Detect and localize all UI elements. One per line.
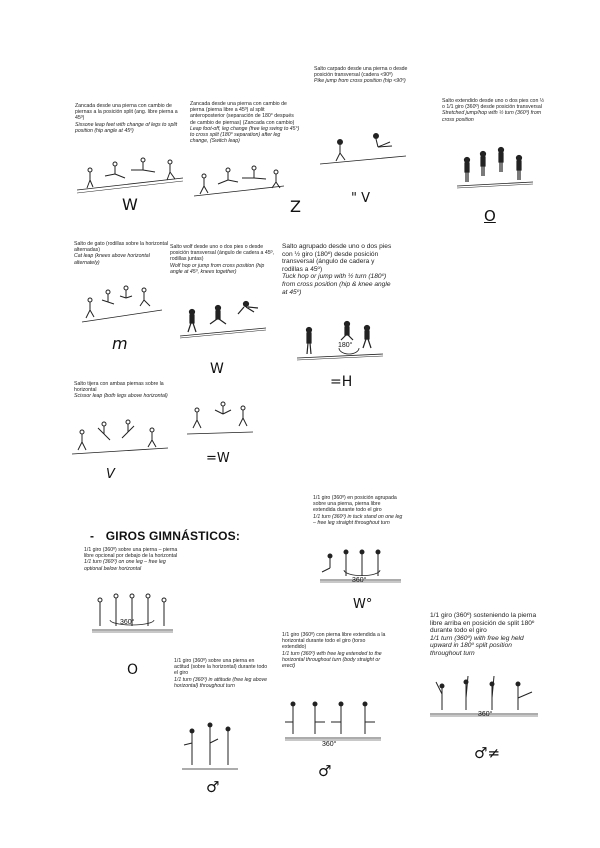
element-desc-5 bbox=[74, 241, 169, 266]
symbol-3: " V bbox=[351, 191, 371, 206]
symbol-7: =H bbox=[330, 374, 353, 390]
turn-figure-13 bbox=[283, 694, 383, 744]
element-desc-10 bbox=[313, 495, 403, 526]
desc-es: 1/1 giro (360º) con pierna libre extendida a la horizontal durante todo el giro (torso extendido) bbox=[282, 632, 386, 651]
degree-label-360: 360° bbox=[120, 619, 135, 626]
jump-figure-4 bbox=[455, 140, 535, 190]
element-desc-7 bbox=[282, 243, 397, 296]
desc-en: 1/1 turn (360º) in tuck stand on one leg – free leg straight throughout turn bbox=[313, 513, 403, 526]
desc-es: Salto extendido desde uno o dos pies con ½ o 1/1 giro (360º) desde posición transversal bbox=[442, 98, 545, 111]
symbol-4: O bbox=[484, 207, 496, 225]
desc-en: 1/1 turn (360º) with free leg held upward in 180º split position throughout turn bbox=[430, 634, 524, 657]
jump-figure-6 bbox=[178, 298, 268, 340]
leap-figure-1 bbox=[75, 150, 185, 195]
heading-dash: - bbox=[90, 529, 95, 543]
symbol-14: ♂≠ bbox=[474, 744, 501, 762]
turn-figure-12 bbox=[180, 715, 240, 773]
leap-figure-2 bbox=[192, 160, 287, 200]
desc-en: 1/1 turn (360º) with free leg extended to the horizontal throughout turn (body straight or erect) bbox=[282, 650, 382, 670]
desc-es: 1/1 giro (360º) en posición agrupada sobre una pierna, pierna libre extendida durante todo el giro bbox=[313, 495, 397, 514]
leap-figure-5 bbox=[80, 280, 165, 325]
symbol-1: W bbox=[122, 195, 138, 214]
element-desc-12 bbox=[174, 658, 269, 689]
symbol-6: W bbox=[210, 361, 224, 377]
degree-label-180: 180° bbox=[338, 342, 353, 349]
desc-en: Stretched jump/hop with ½ turn (360º) from cross position bbox=[442, 110, 542, 123]
desc-en: Tuck hop or jump with ½ turn (180º) from cross position (hip & knee angle at 45º) bbox=[282, 273, 391, 296]
leap-figure-9 bbox=[185, 396, 255, 438]
desc-es: Salto wolf desde uno o dos pies o desde posición transversal (ángulo de cadera a 45º, rodillas juntas) bbox=[170, 244, 274, 263]
desc-en: Leap foot-off, leg change (free leg swing to 45°) to cross split (180° separation) after leg change, (Switch leap) bbox=[190, 125, 300, 145]
desc-en: Pike jump from cross position (hip <90º) bbox=[314, 78, 406, 85]
symbol-2: Z bbox=[290, 197, 301, 216]
symbol-12: ♂ bbox=[206, 778, 220, 796]
symbol-8: V bbox=[106, 467, 115, 482]
element-desc-3 bbox=[314, 66, 409, 85]
degree-label-360: 360° bbox=[322, 741, 337, 748]
symbol-13: ♂ bbox=[318, 762, 332, 780]
symbol-10: W° bbox=[353, 597, 373, 612]
element-desc-13 bbox=[282, 632, 387, 669]
section-heading bbox=[90, 529, 240, 543]
desc-es: Zancada desde una pierna con cambio de pierna (pierna libre a 45º) al split anteroposterior (separación de 180° después de cambio de piernas) (Zancada con cambio) bbox=[190, 101, 295, 126]
desc-en: Cat leap (knees above horizontal alternately) bbox=[74, 253, 150, 266]
desc-es: 1/1 giro (360º) sobre una pierna – pierna libre opcional por debajo de la horizontal bbox=[84, 547, 178, 560]
element-desc-8 bbox=[74, 381, 169, 400]
symbol-9: =W bbox=[206, 451, 230, 466]
desc-en: 1/1 turn (360º) on one leg – free leg optional below horizontal bbox=[84, 559, 166, 572]
desc-es: Salto carpado desde una pierna o desde posición transversal (cadera <90º) bbox=[314, 66, 408, 79]
element-desc-2 bbox=[190, 101, 300, 144]
desc-es: Zancada desde una pierna con cambio de piernas a la posición split (ang. libre pierna a 45º) bbox=[75, 103, 178, 122]
element-desc-14 bbox=[430, 612, 542, 658]
element-desc-11 bbox=[84, 547, 184, 572]
desc-en: Sissone leap feet with change of legs to split position (hip angle at 45º) bbox=[75, 121, 178, 134]
turn-figure-11 bbox=[90, 586, 175, 636]
desc-es: 1/1 giro (360º) sosteniendo la pierna libre arriba en posición de split 180º durante todo el giro bbox=[430, 612, 537, 635]
jump-figure-3 bbox=[318, 128, 408, 168]
jump-figure-7 bbox=[295, 318, 385, 363]
desc-en: Wolf hop or jump from cross position (hip angle at 45º, knees together) bbox=[170, 262, 265, 275]
heading-title: GIROS GIMNÁSTICOS: bbox=[105, 529, 241, 543]
desc-en: 1/1 turn (360º) in attitude (free leg above horizontal) throughout turn bbox=[174, 676, 268, 689]
leap-figure-8 bbox=[70, 414, 170, 459]
element-desc-6 bbox=[170, 244, 275, 275]
desc-es: Salto de gato (rodillas sobre la horizontal alternadas) bbox=[74, 241, 169, 254]
desc-es: Salto agrupado desde uno o dos pies con ½ giro (180º) desde posición transversal (ángulo de cadera y rodillas a 45º) bbox=[282, 243, 392, 273]
element-desc-4 bbox=[442, 98, 547, 123]
desc-en: Scissor leap (both legs above horizontal) bbox=[74, 393, 168, 400]
element-desc-1 bbox=[75, 103, 185, 134]
desc-es: 1/1 giro (360º) sobre una pierna en actitud (sobre la horizontal) durante todo el giro bbox=[174, 658, 268, 677]
desc-es: Salto tijera con ambas piernas sobre la horizontal bbox=[74, 381, 164, 394]
degree-label-360: 360° bbox=[478, 711, 493, 718]
symbol-11: O bbox=[127, 662, 139, 678]
symbol-5: m bbox=[112, 334, 128, 353]
degree-label-360: 360° bbox=[352, 577, 367, 584]
